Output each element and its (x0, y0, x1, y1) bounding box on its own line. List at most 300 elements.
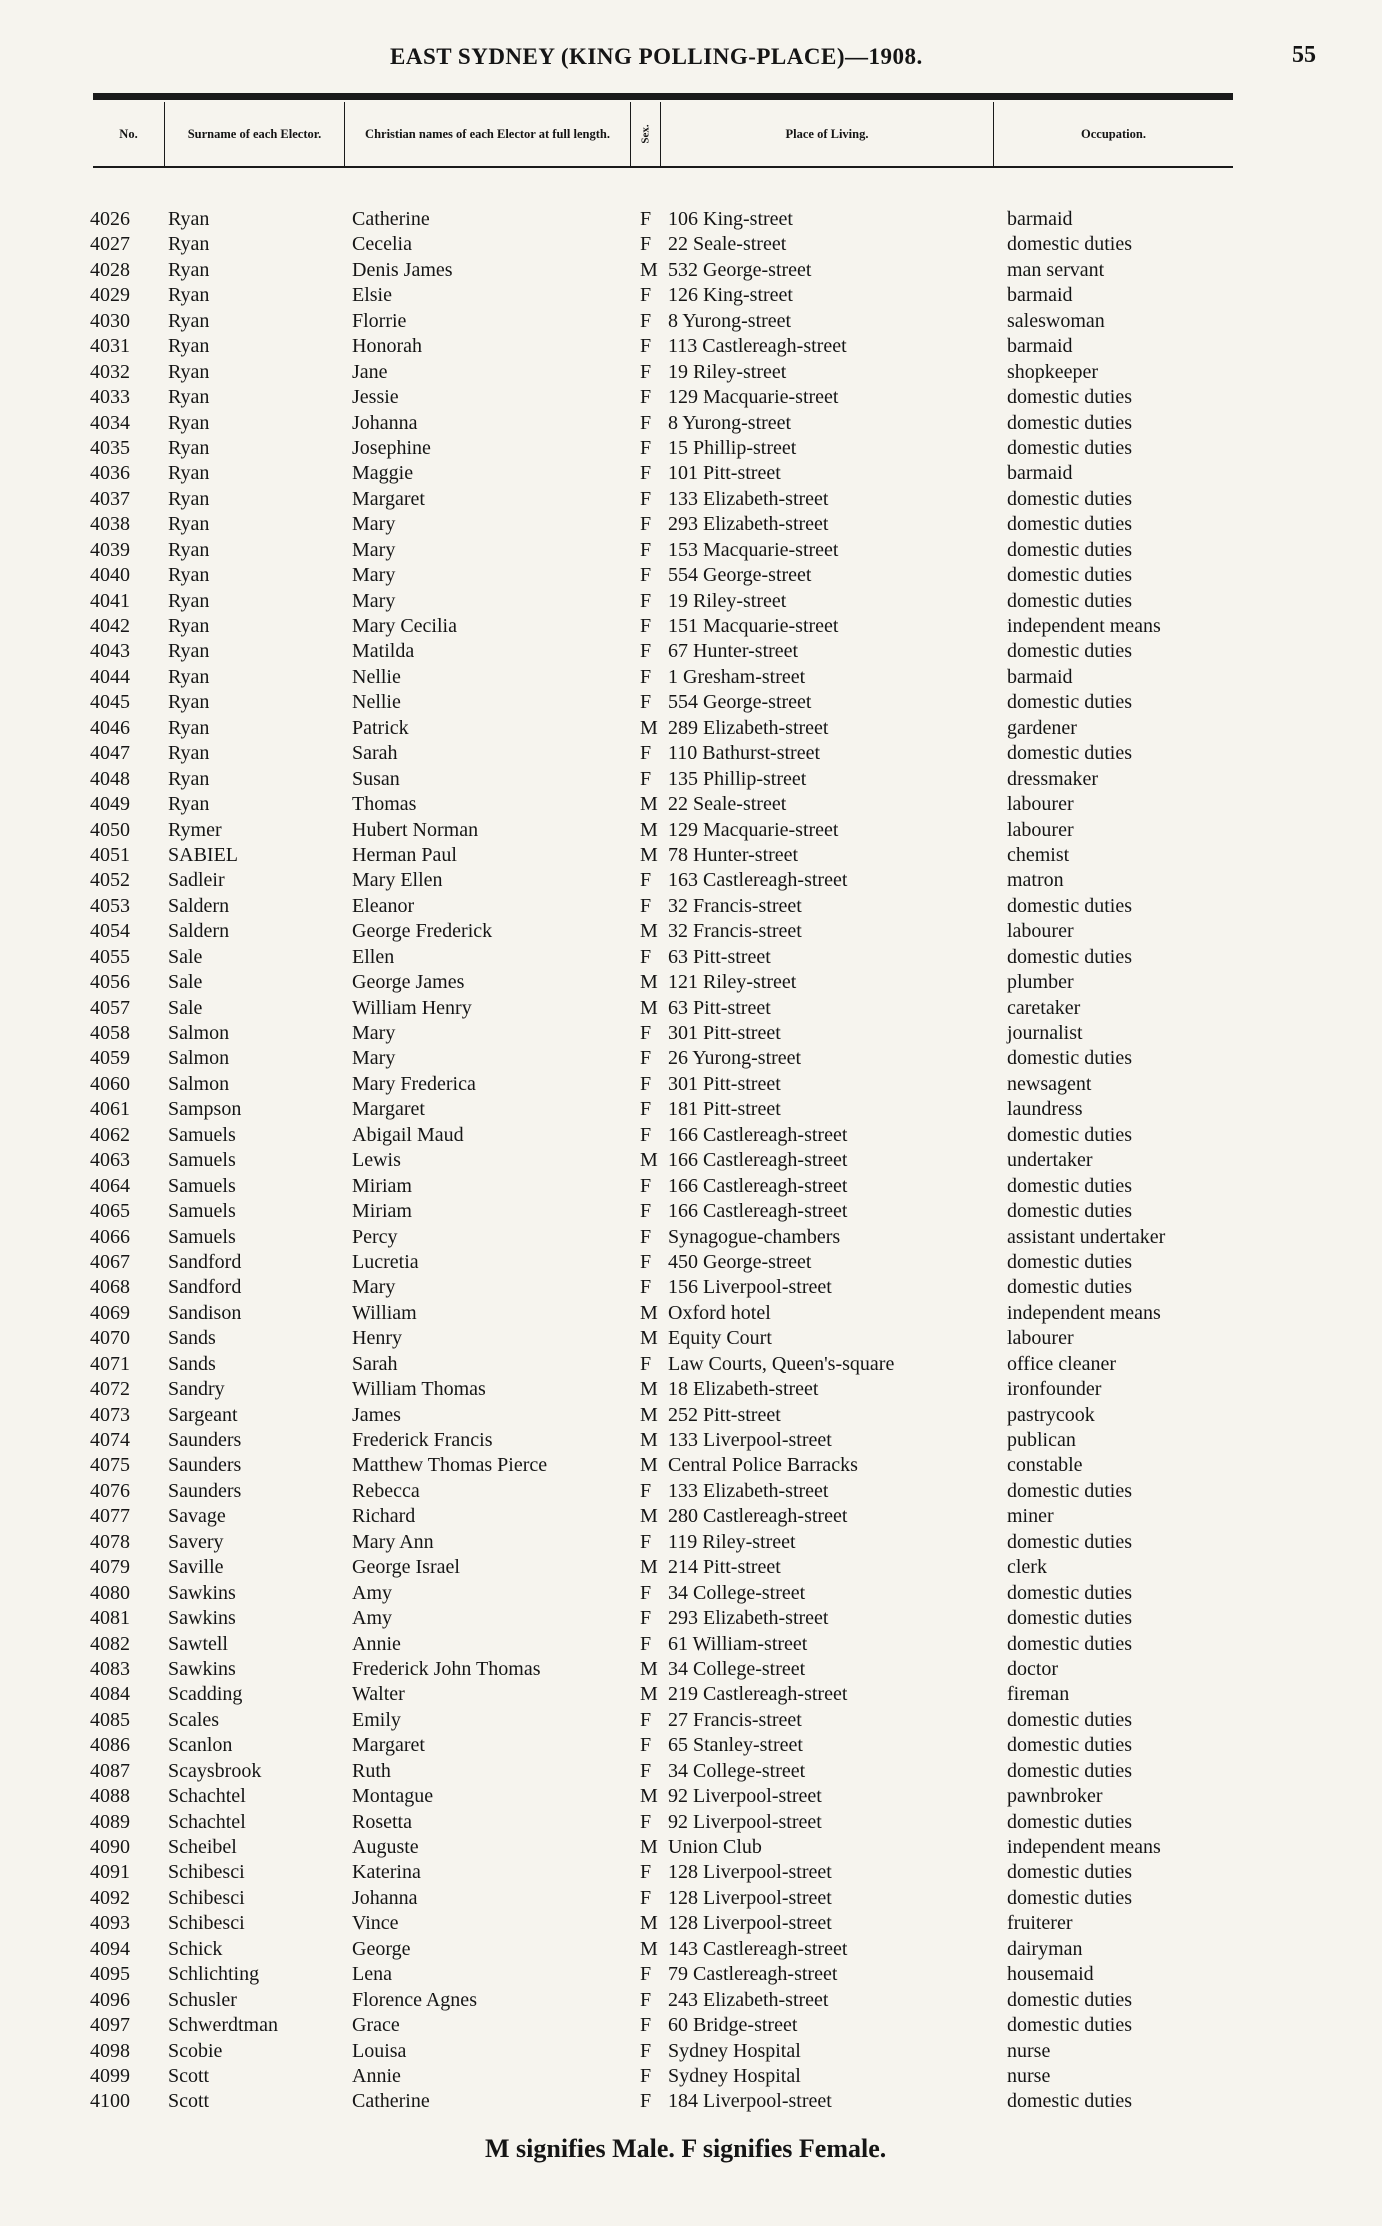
elector-occupation: newsagent (1007, 1072, 1092, 1095)
elector-surname: Ryan (168, 513, 210, 536)
table-row (0, 843, 1382, 868)
elector-sex: F (640, 233, 652, 256)
elector-surname: Schwerdtman (168, 2014, 278, 2037)
table-row (0, 283, 1382, 308)
elector-christian-names: Mary Cecilia (352, 615, 457, 637)
elector-occupation: domestic duties (1007, 1123, 1132, 1146)
table-row (0, 1453, 1382, 1478)
elector-occupation: domestic duties (1007, 691, 1132, 714)
table-row (0, 1072, 1382, 1097)
elector-christian-names: Mary Ellen (352, 869, 443, 892)
elector-sex: F (640, 742, 652, 765)
elector-number: 4078 (90, 1530, 130, 1553)
elector-christian-names: Sarah (352, 1352, 398, 1375)
elector-surname: Salmon (168, 1072, 230, 1095)
elector-place-of-living: 153 Macquarie-street (668, 538, 839, 561)
elector-place-of-living: 128 Liverpool-street (668, 1886, 832, 1909)
elector-number: 4039 (90, 538, 130, 561)
elector-place-of-living: Law Courts, Queen's-square (668, 1352, 895, 1375)
elector-number: 4057 (90, 996, 130, 1019)
elector-number: 4087 (90, 1759, 130, 1782)
elector-sex: M (640, 1683, 658, 1706)
elector-occupation: domestic duties (1007, 411, 1132, 434)
elector-occupation: dressmaker (1007, 767, 1099, 790)
elector-place-of-living: 106 King-street (668, 208, 793, 230)
elector-occupation: domestic duties (1007, 945, 1132, 968)
elector-christian-names: Mary (352, 589, 396, 612)
table-row (0, 818, 1382, 843)
elector-number: 4028 (90, 258, 130, 281)
page-title: EAST SYDNEY (KING POLLING-PLACE)—1908. (390, 44, 923, 69)
elector-place-of-living: 128 Liverpool-street (668, 1861, 832, 1884)
table-row (0, 1682, 1382, 1707)
elector-number: 4059 (90, 1047, 130, 1070)
elector-occupation: independent means (1007, 615, 1161, 637)
elector-surname: Schibesci (168, 1861, 245, 1884)
elector-occupation: domestic duties (1007, 564, 1132, 587)
elector-sex: M (640, 996, 658, 1019)
table-row (0, 894, 1382, 919)
elector-occupation: domestic duties (1007, 538, 1132, 561)
elector-place-of-living: 166 Castlereagh-street (668, 1123, 848, 1146)
elector-occupation: chemist (1007, 843, 1070, 866)
elector-place-of-living: 214 Pitt-street (668, 1556, 781, 1579)
elector-occupation: nurse (1007, 2039, 1051, 2062)
table-row (0, 2039, 1382, 2064)
elector-number: 4068 (90, 1276, 130, 1299)
elector-surname: Scobie (168, 2039, 223, 2062)
table-row (0, 1733, 1382, 1758)
elector-number: 4061 (90, 1098, 130, 1121)
elector-place-of-living: 166 Castlereagh-street (668, 1174, 848, 1197)
elector-place-of-living: 301 Pitt-street (668, 1072, 781, 1095)
elector-surname: Sargeant (168, 1403, 238, 1426)
elector-place-of-living: 22 Seale-street (668, 793, 787, 816)
elector-sex: M (640, 1327, 658, 1350)
sex-legend: M signifies Male. F signifies Female. (485, 2134, 887, 2163)
elector-place-of-living: 280 Castlereagh-street (668, 1505, 848, 1528)
elector-place-of-living: 129 Macquarie-street (668, 386, 839, 409)
elector-place-of-living: 26 Yurong-street (668, 1047, 802, 1070)
elector-surname: Schick (168, 1937, 223, 1960)
table-row (0, 1377, 1382, 1402)
elector-surname: Ryan (168, 208, 210, 230)
table-row (0, 1632, 1382, 1657)
table-row (0, 1352, 1382, 1377)
elector-occupation: domestic duties (1007, 640, 1132, 663)
elector-occupation: domestic duties (1007, 1200, 1132, 1223)
elector-number: 4098 (90, 2039, 130, 2062)
elector-occupation: constable (1007, 1454, 1083, 1477)
elector-christian-names: Hubert Norman (352, 818, 479, 841)
elector-christian-names: Florrie (352, 309, 407, 332)
elector-sex: F (640, 691, 652, 714)
elector-place-of-living: 1 Gresham-street (668, 665, 806, 688)
elector-surname: Saldern (168, 920, 230, 943)
elector-christian-names: Rebecca (352, 1479, 420, 1502)
elector-surname: Ryan (168, 284, 210, 307)
elector-place-of-living: 92 Liverpool-street (668, 1810, 822, 1833)
elector-occupation: barmaid (1007, 208, 1073, 230)
elector-occupation: domestic duties (1007, 1988, 1132, 2011)
elector-christian-names: William Thomas (352, 1378, 486, 1401)
elector-christian-names: Grace (352, 2014, 400, 2037)
elector-occupation: labourer (1007, 920, 1074, 943)
elector-christian-names: Matilda (352, 640, 415, 663)
column-header-place: Place of Living. (661, 102, 994, 166)
elector-number: 4084 (90, 1683, 130, 1706)
elector-occupation: laundress (1007, 1098, 1083, 1121)
elector-sex: F (640, 2064, 652, 2087)
elector-place-of-living: Oxford hotel (668, 1301, 771, 1324)
elector-place-of-living: 65 Stanley-street (668, 1734, 803, 1757)
table-header (93, 102, 1233, 168)
elector-number: 4091 (90, 1861, 130, 1884)
elector-christian-names: Catherine (352, 208, 430, 230)
elector-number: 4080 (90, 1581, 130, 1604)
elector-surname: Sandison (168, 1301, 242, 1324)
table-row (0, 1250, 1382, 1275)
elector-surname: Saville (168, 1556, 224, 1579)
elector-number: 4092 (90, 1886, 130, 1909)
elector-surname: Ryan (168, 233, 210, 256)
column-header-no: No. (93, 102, 165, 166)
table-row (0, 309, 1382, 334)
elector-surname: Ryan (168, 793, 210, 816)
elector-occupation: domestic duties (1007, 386, 1132, 409)
elector-occupation: gardener (1007, 716, 1077, 739)
elector-sex: F (640, 335, 652, 358)
table-row (0, 1937, 1382, 1962)
table-row (0, 868, 1382, 893)
elector-surname: Schachtel (168, 1810, 246, 1833)
elector-number: 4029 (90, 284, 130, 307)
elector-christian-names: Mary (352, 1276, 396, 1299)
elector-place-of-living: 27 Francis-street (668, 1708, 802, 1731)
elector-surname: Sawkins (168, 1581, 236, 1604)
elector-number: 4046 (90, 716, 130, 739)
elector-place-of-living: Central Police Barracks (668, 1454, 858, 1477)
elector-christian-names: Herman Paul (352, 843, 457, 866)
elector-surname: Scales (168, 1708, 220, 1731)
elector-place-of-living: 34 College-street (668, 1581, 806, 1604)
elector-occupation: matron (1007, 869, 1064, 892)
table-row (0, 411, 1382, 436)
elector-occupation: independent means (1007, 1836, 1161, 1858)
elector-sex: F (640, 1022, 652, 1044)
elector-occupation: domestic duties (1007, 1607, 1132, 1630)
elector-occupation: domestic duties (1007, 436, 1132, 459)
table-row (0, 1530, 1382, 1555)
elector-surname: Ryan (168, 258, 210, 281)
elector-place-of-living: 129 Macquarie-street (668, 818, 839, 841)
elector-christian-names: Vince (352, 1912, 399, 1935)
elector-number: 4058 (90, 1022, 130, 1044)
elector-number: 4089 (90, 1810, 130, 1833)
elector-place-of-living: 143 Castlereagh-street (668, 1937, 848, 1960)
elector-sex: F (640, 1708, 652, 1731)
elector-surname: Ryan (168, 665, 210, 688)
elector-number: 4048 (90, 767, 130, 790)
elector-sex: M (640, 843, 658, 866)
elector-christian-names: Mary (352, 1022, 396, 1044)
elector-place-of-living: 67 Hunter-street (668, 640, 799, 663)
elector-occupation: fireman (1007, 1683, 1070, 1706)
table-row (0, 1657, 1382, 1682)
table-row (0, 1326, 1382, 1351)
elector-surname: Sampson (168, 1098, 242, 1121)
elector-christian-names: George Frederick (352, 920, 493, 943)
elector-place-of-living: 293 Elizabeth-street (668, 513, 829, 536)
elector-christian-names: Susan (352, 767, 400, 790)
elector-number: 4088 (90, 1785, 130, 1808)
elector-occupation: domestic duties (1007, 742, 1132, 765)
elector-sex: F (640, 462, 652, 485)
elector-christian-names: Ruth (352, 1759, 391, 1782)
elector-number: 4076 (90, 1479, 130, 1502)
elector-sex: F (640, 665, 652, 688)
elector-occupation: saleswoman (1007, 309, 1105, 332)
elector-sex: M (640, 818, 658, 841)
elector-occupation: journalist (1007, 1022, 1083, 1044)
elector-occupation: pawnbroker (1007, 1785, 1103, 1808)
elector-christian-names: Eleanor (352, 894, 415, 917)
elector-place-of-living: 133 Elizabeth-street (668, 1479, 829, 1502)
elector-sex: F (640, 2014, 652, 2037)
elector-number: 4052 (90, 869, 130, 892)
elector-place-of-living: Sydney Hospital (668, 2064, 801, 2087)
elector-number: 4035 (90, 436, 130, 459)
elector-occupation: caretaker (1007, 996, 1081, 1019)
elector-place-of-living: 113 Castlereagh-street (668, 335, 847, 358)
elector-christian-names: Miriam (352, 1174, 412, 1197)
elector-occupation: domestic duties (1007, 894, 1132, 917)
elector-occupation: miner (1007, 1505, 1054, 1528)
elector-place-of-living: 92 Liverpool-street (668, 1785, 822, 1808)
elector-occupation: publican (1007, 1429, 1076, 1451)
elector-sex: F (640, 2090, 652, 2113)
table-row (0, 639, 1382, 664)
elector-occupation: domestic duties (1007, 233, 1132, 256)
elector-christian-names: Frederick John Thomas (352, 1657, 541, 1680)
elector-sex: F (640, 1759, 652, 1782)
elector-place-of-living: 121 Riley-street (668, 971, 797, 994)
elector-number: 4060 (90, 1072, 130, 1095)
elector-surname: Ryan (168, 640, 210, 663)
elector-christian-names: Denis James (352, 258, 453, 281)
elector-surname: Scadding (168, 1683, 243, 1706)
elector-number: 4100 (90, 2090, 130, 2113)
elector-christian-names: Amy (352, 1581, 392, 1604)
elector-place-of-living: 61 William-street (668, 1632, 808, 1655)
elector-surname: Saunders (168, 1479, 242, 1502)
elector-number: 4034 (90, 411, 130, 434)
elector-number: 4074 (90, 1429, 130, 1451)
elector-number: 4044 (90, 665, 130, 688)
elector-occupation: domestic duties (1007, 2014, 1132, 2037)
elector-surname: Samuels (168, 1149, 236, 1172)
elector-number: 4067 (90, 1250, 130, 1273)
elector-number: 4065 (90, 1200, 130, 1223)
elector-occupation: domestic duties (1007, 1276, 1132, 1299)
elector-number: 4055 (90, 945, 130, 968)
elector-surname: Ryan (168, 742, 210, 765)
elector-sex: M (640, 920, 658, 943)
table-row (0, 792, 1382, 817)
elector-sex: F (640, 1352, 652, 1375)
elector-sex: F (640, 284, 652, 307)
elector-sex: M (640, 1403, 658, 1426)
elector-sex: M (640, 793, 658, 816)
elector-sex: F (640, 640, 652, 663)
elector-christian-names: Jane (352, 360, 388, 383)
elector-place-of-living: 110 Bathurst-street (668, 742, 821, 765)
table-row (0, 919, 1382, 944)
table-row (0, 1886, 1382, 1911)
elector-number: 4047 (90, 742, 130, 765)
elector-number: 4093 (90, 1912, 130, 1935)
elector-christian-names: Ellen (352, 945, 395, 968)
table-row (0, 563, 1382, 588)
table-row (0, 258, 1382, 283)
elector-surname: Ryan (168, 309, 210, 332)
elector-number: 4094 (90, 1937, 130, 1960)
elector-place-of-living: 34 College-street (668, 1657, 806, 1680)
elector-place-of-living: 181 Pitt-street (668, 1098, 781, 1121)
elector-number: 4050 (90, 818, 130, 841)
table-row (0, 945, 1382, 970)
elector-number: 4090 (90, 1836, 130, 1858)
elector-christian-names: Louisa (352, 2039, 407, 2062)
elector-place-of-living: 163 Castlereagh-street (668, 869, 848, 892)
elector-number: 4036 (90, 462, 130, 485)
elector-christian-names: Nellie (352, 665, 401, 688)
elector-place-of-living: 15 Phillip-street (668, 436, 797, 459)
column-header-christian-names: Christian names of each Elector at full length. (345, 102, 631, 166)
elector-sex: F (640, 1988, 652, 2011)
table-row (0, 538, 1382, 563)
elector-number: 4049 (90, 793, 130, 816)
elector-christian-names: Florence Agnes (352, 1988, 477, 2011)
table-row (0, 2089, 1382, 2114)
elector-place-of-living: 32 Francis-street (668, 920, 802, 943)
elector-sex: M (640, 1429, 658, 1451)
table-row (0, 1606, 1382, 1631)
table-row (0, 1123, 1382, 1148)
table-row (0, 970, 1382, 995)
elector-sex: M (640, 1378, 658, 1401)
elector-sex: F (640, 1963, 652, 1986)
elector-christian-names: Catherine (352, 2090, 430, 2113)
elector-surname: Ryan (168, 436, 210, 459)
elector-number: 4062 (90, 1123, 130, 1146)
elector-christian-names: Josephine (352, 436, 431, 459)
elector-place-of-living: 78 Hunter-street (668, 843, 799, 866)
table-row (0, 1148, 1382, 1173)
elector-place-of-living: 532 George-street (668, 258, 812, 281)
table-row (0, 461, 1382, 486)
elector-surname: Ryan (168, 716, 210, 739)
elector-christian-names: Mary Frederica (352, 1072, 476, 1095)
elector-occupation: domestic duties (1007, 1734, 1132, 1757)
elector-surname: Sands (168, 1352, 216, 1375)
elector-place-of-living: 166 Castlereagh-street (668, 1200, 848, 1223)
elector-number: 4077 (90, 1505, 130, 1528)
elector-place-of-living: 60 Bridge-street (668, 2014, 798, 2037)
elector-sex: F (640, 615, 652, 637)
elector-sex: M (640, 258, 658, 281)
elector-surname: Sawkins (168, 1607, 236, 1630)
elector-occupation: domestic duties (1007, 1759, 1132, 1782)
elector-place-of-living: 151 Macquarie-street (668, 615, 839, 637)
elector-place-of-living: 79 Castlereagh-street (668, 1963, 838, 1986)
elector-christian-names: Mary Ann (352, 1530, 434, 1553)
elector-occupation: dairyman (1007, 1937, 1083, 1960)
table-row (0, 512, 1382, 537)
elector-surname: Sandford (168, 1250, 242, 1273)
table-row (0, 2013, 1382, 2038)
table-row (0, 1860, 1382, 1885)
elector-sex: M (640, 1454, 658, 1477)
elector-surname: Saldern (168, 894, 230, 917)
elector-place-of-living: 219 Castlereagh-street (668, 1683, 848, 1706)
table-row (0, 1275, 1382, 1300)
elector-sex: F (640, 1581, 652, 1604)
elector-place-of-living: 554 George-street (668, 691, 812, 714)
table-row (0, 1021, 1382, 1046)
elector-christian-names: Margaret (352, 1734, 425, 1757)
elector-number: 4026 (90, 208, 130, 230)
elector-surname: Savery (168, 1530, 224, 1553)
elector-surname: Ryan (168, 386, 210, 409)
elector-number: 4056 (90, 971, 130, 994)
elector-number: 4073 (90, 1403, 130, 1426)
elector-surname: Sadleir (168, 869, 225, 892)
table-row (0, 1810, 1382, 1835)
elector-christian-names: Frederick Francis (352, 1429, 493, 1451)
elector-number: 4096 (90, 1988, 130, 2011)
elector-christian-names: Cecelia (352, 233, 412, 256)
elector-place-of-living: 135 Phillip-street (668, 767, 807, 790)
elector-sex: F (640, 1174, 652, 1197)
elector-surname: SABIEL (168, 843, 238, 866)
elector-surname: Schachtel (168, 1785, 246, 1808)
elector-christian-names: Emily (352, 1708, 401, 1731)
elector-surname: Savage (168, 1505, 226, 1528)
elector-sex: M (640, 1505, 658, 1528)
elector-number: 4095 (90, 1963, 130, 1986)
elector-sex: F (640, 2039, 652, 2062)
elector-table-body (0, 207, 1382, 2115)
elector-number: 4083 (90, 1657, 130, 1680)
elector-christian-names: Amy (352, 1607, 392, 1630)
elector-christian-names: George Israel (352, 1556, 460, 1579)
column-header-occupation: Occupation. (1081, 127, 1146, 141)
elector-occupation: assistant undertaker (1007, 1225, 1166, 1248)
elector-occupation: plumber (1007, 971, 1074, 994)
elector-occupation: clerk (1007, 1556, 1047, 1579)
elector-christian-names: Nellie (352, 691, 401, 714)
table-row (0, 232, 1382, 257)
elector-occupation: office cleaner (1007, 1352, 1116, 1375)
elector-surname: Ryan (168, 615, 210, 637)
elector-number: 4054 (90, 920, 130, 943)
elector-number: 4037 (90, 487, 130, 510)
elector-surname: Samuels (168, 1225, 236, 1248)
column-header-sex (631, 102, 661, 166)
elector-christian-names: Matthew Thomas Pierce (352, 1454, 548, 1477)
elector-sex: F (640, 1072, 652, 1095)
